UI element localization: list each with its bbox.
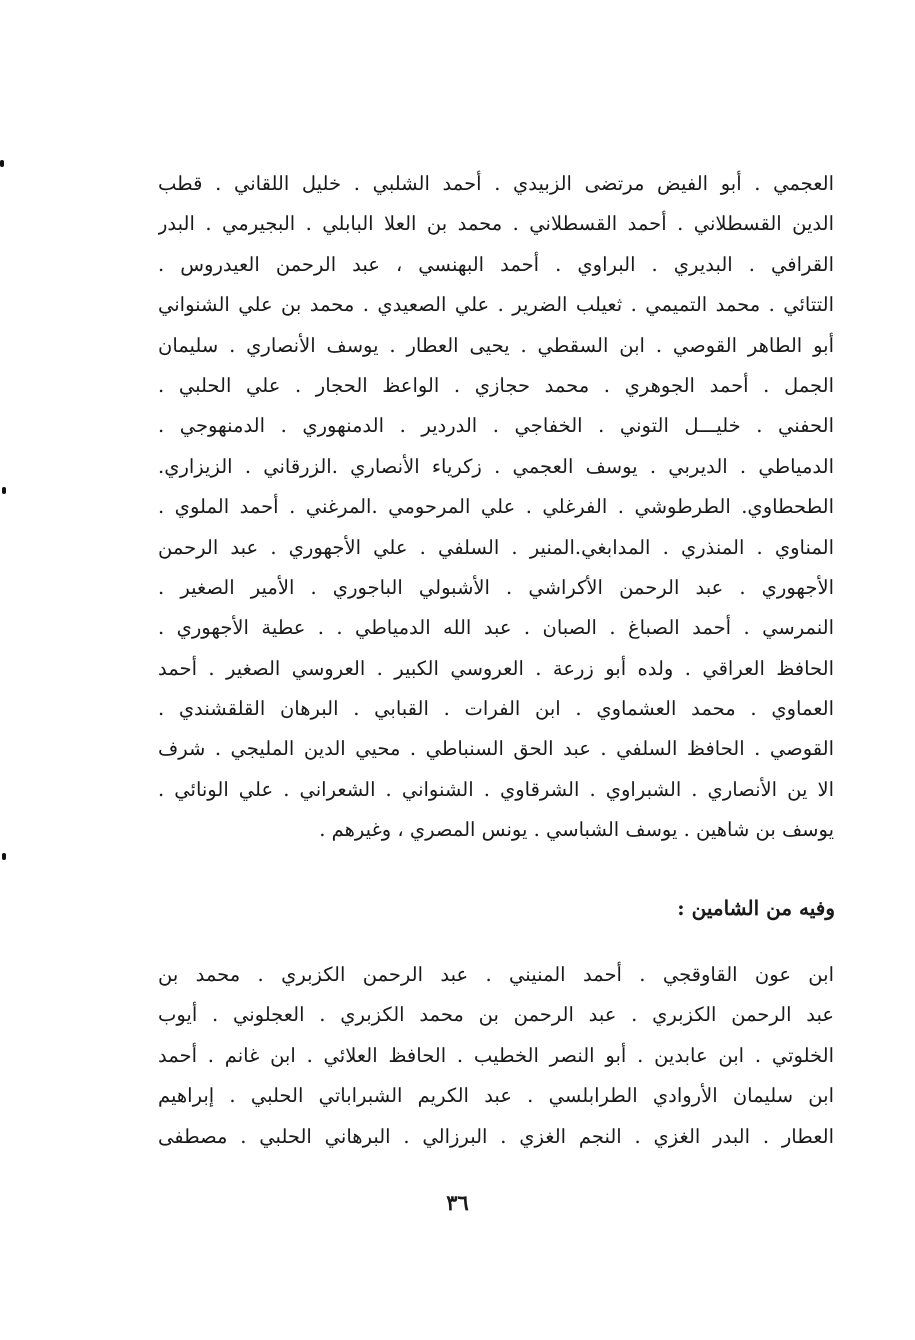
text-line: ابن عون القاوقجي . أحمد المنيني . عبد الرحمن الكزبري . محمد بن — [158, 963, 834, 986]
page-number: ٣٦ — [446, 1190, 469, 1215]
text-line: أبو الطاهر القوصي . ابن السقطي . يحيى العطار . يوسف الأنصاري . سليمان — [158, 333, 834, 357]
text-line: العطار . البدر الغزي . النجم الغزي . البرزالي . البرهاني الحلبي . مصطفى — [158, 1124, 834, 1148]
text-line: عبد الرحمن الكزبري . عبد الرحمن بن محمد الكزبري . العجلوني . أيوب — [158, 1003, 834, 1027]
text-line: الدين القسطلاني . أحمد القسطلاني . محمد بن العلا البابلي . البجيرمي . البدر — [158, 212, 834, 236]
text-line: الا ين الأنصاري . الشبراوي . الشرقاوي . الشنواني . الشعراني . علي الونائي . — [158, 777, 834, 801]
text-line: الخلوتي . ابن عابدين . أبو النصر الخطيب . الحافظ العلائي . ابن غانم . أحمد — [158, 1043, 834, 1067]
text-line: النمرسي . أحمد الصباغ . الصبان . عبد الله الدمياطي . . عطية الأجهوري . — [158, 616, 834, 640]
text-line: ابن سليمان الأروادي الطرابلسي . عبد الكريم الشبراباتي الحلبي . إبراهيم — [158, 1084, 834, 1108]
text-line: الحافظ العراقي . ولده أبو زرعة . العروسي الكبير . العروسي الصغير . أحمد — [158, 656, 834, 680]
section-heading: وفيه من الشامين : — [677, 896, 835, 920]
main-text-block — [158, 164, 834, 851]
text-line: الحفني . خليـــل التوني . الخفاجي . الدردير . الدمنهوري . الدمنهوجي . — [158, 414, 834, 438]
margin-mark — [2, 853, 6, 860]
text-line: الطحطاوي. الطرطوشي . الفرغلي . علي المرحومي .المرغني . أحمد الملوي . — [158, 495, 834, 519]
margin-mark — [2, 487, 6, 494]
text-line: القوصي . الحافظ السلفي . عبد الحق السنباطي . محيي الدين المليجي . شرف — [158, 737, 834, 761]
text-line: الأجهوري . عبد الرحمن الأكراشي . الأشبولي الباجوري . الأمير الصغير . — [158, 575, 834, 599]
text-line: يوسف بن شاهين . يوسف الشباسي . يونس المصري ، وغيرهم . — [319, 818, 834, 842]
margin-mark — [0, 160, 4, 167]
text-line: الجمل . أحمد الجوهري . محمد حجازي . الواعظ الحجار . علي الحلبي . — [158, 373, 834, 397]
text-line: القرافي . البديري . البراوي . أحمد البهنسي ، عبد الرحمن العيدروس . — [158, 252, 834, 276]
text-line: العجمي . أبو الفيض مرتضى الزبيدي . أحمد الشلبي . خليل اللقاني . قطب — [158, 172, 834, 195]
text-line: التتائي . محمد التميمي . ثعيلب الضرير . علي الصعيدي . محمد بن علي الشنواني — [158, 293, 834, 317]
text-line: الدمياطي . الديربي . يوسف العجمي . زكرياء الأنصاري .الزرقاني . الزيزاري. — [158, 454, 834, 478]
text-line: المناوي . المنذري . المدابغي.المنير . السلفي . علي الأجهوري . عبد الرحمن — [158, 535, 834, 559]
text-line: العماوي . محمد العشماوي . ابن الفرات . القبابي . البرهان القلقشندي . — [158, 697, 834, 721]
section-text-block — [158, 955, 834, 1157]
